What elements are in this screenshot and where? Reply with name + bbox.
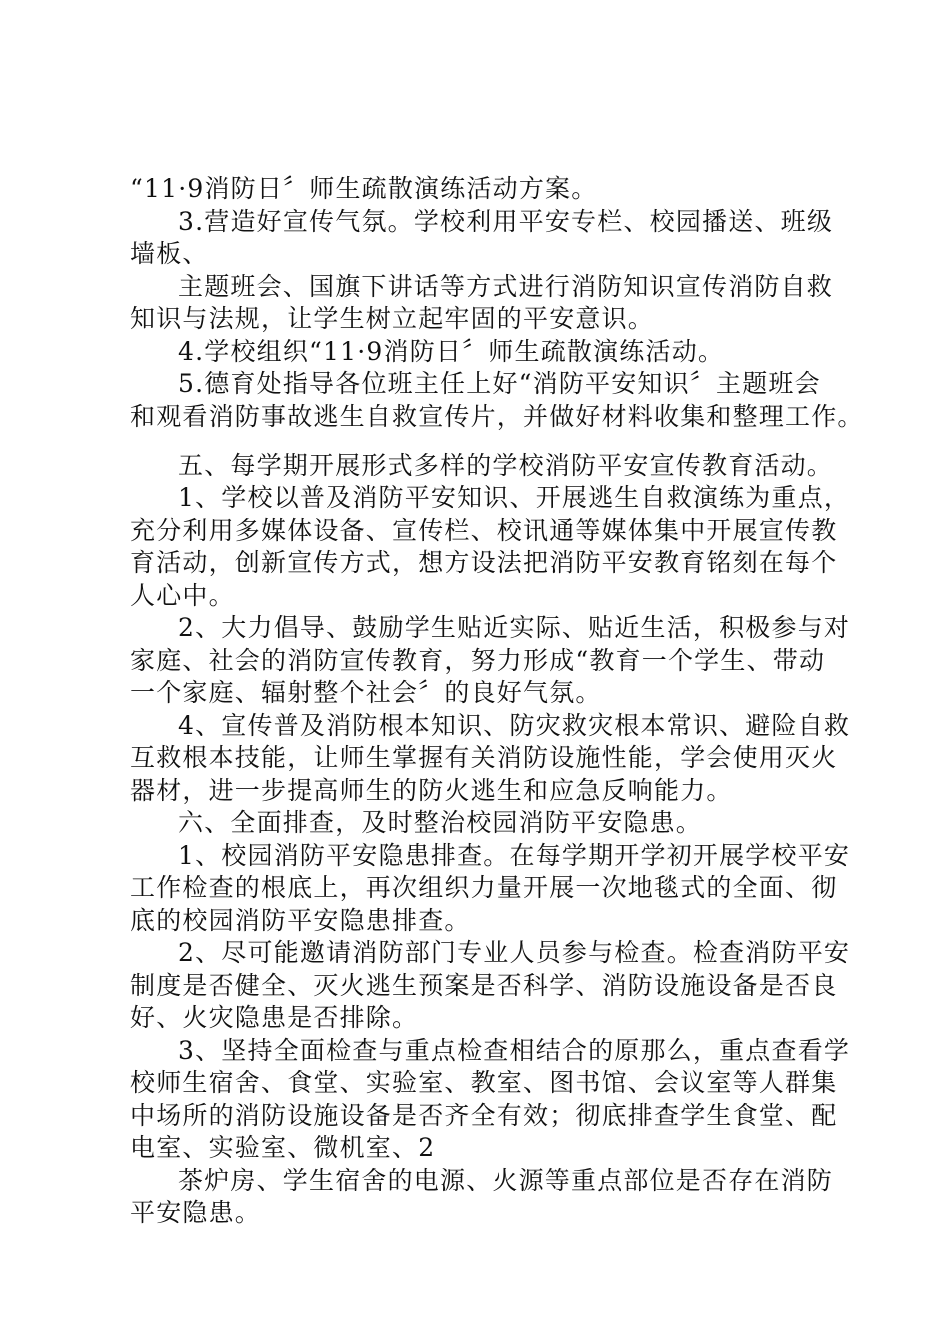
text-line: 墙板、: [130, 239, 209, 268]
text-line: 主题班会、国旗下讲话等方式进行消防知识宣传消防自救: [178, 272, 834, 301]
text-line: 器材，进一步提高师生的防火逃生和应急反响能力。: [130, 776, 733, 805]
text-line: 4.学校组织“11·9消防日〞师生疏散演练活动。: [178, 337, 725, 366]
text-line: 底的校园消防平安隐患排查。: [130, 906, 471, 935]
text-line: 充分利用多媒体设备、宣传栏、校讯通等媒体集中开展宣传教: [130, 516, 838, 545]
text-line: 工作检查的根底上，再次组织力量开展一次地毯式的全面、彻: [130, 873, 838, 902]
section-heading: 六、全面排查，及时整治校园消防平安隐患。: [178, 808, 703, 837]
text-line: 2、尽可能邀请消防部门专业人员参与检查。检查消防平安: [178, 938, 851, 967]
text-line: 4、宣传普及消防根本知识、防灾救灾根本常识、避险自救: [178, 711, 851, 740]
text-line: 互救根本技能，让师生掌握有关消防设施性能，学会使用灭火: [130, 743, 838, 772]
text-line: 平安隐患。: [130, 1198, 262, 1227]
text-line: 3.营造好宣传气氛。学校利用平安专栏、校园播送、班级: [178, 207, 834, 236]
text-line: 中场所的消防设施设备是否齐全有效；彻底排查学生食堂、配: [130, 1101, 838, 1130]
text-line: 好、火灾隐患是否排除。: [130, 1003, 419, 1032]
text-line: 制度是否健全、灭火逃生预案是否科学、消防设施设备是否良: [130, 971, 838, 1000]
text-line: 5.德育处指导各位班主任上好“消防平安知识〞主题班会: [178, 369, 821, 398]
text-line: 电室、实验室、微机室、2: [130, 1133, 436, 1162]
text-line: 1、学校以普及消防平安知识、开展逃生自救演练为重点，: [178, 483, 851, 512]
text-line: 和观看消防事故逃生自救宣传片，并做好材料收集和整理工作。: [130, 402, 864, 431]
text-line: 人心中。: [130, 581, 235, 610]
section-heading: 五、每学期开展形式多样的学校消防平安宣传教育活动。: [178, 451, 834, 480]
text-line: 一个家庭、辐射整个社会〞的良好气氛。: [130, 678, 602, 707]
text-line: 1、校园消防平安隐患排查。在每学期开学初开展学校平安: [178, 841, 851, 870]
text-line: 知识与法规，让学生树立起牢固的平安意识。: [130, 304, 655, 333]
text-line: 3、坚持全面检查与重点检查相结合的原那么，重点查看学: [178, 1036, 851, 1065]
text-line: 育活动，创新宣传方式，想方设法把消防平安教育铭刻在每个: [130, 548, 838, 577]
text-line: 家庭、社会的消防宣传教育，努力形成“教育一个学生、带动: [130, 646, 826, 675]
text-line: “11·9消防日〞师生疏散演练活动方案。: [130, 174, 598, 203]
text-line: 校师生宿舍、食堂、实验室、教室、图书馆、会议室等人群集: [130, 1068, 838, 1097]
text-line: 茶炉房、学生宿舍的电源、火源等重点部位是否存在消防: [178, 1166, 834, 1195]
text-line: 2、大力倡导、鼓励学生贴近实际、贴近生活，积极参与对: [178, 613, 851, 642]
